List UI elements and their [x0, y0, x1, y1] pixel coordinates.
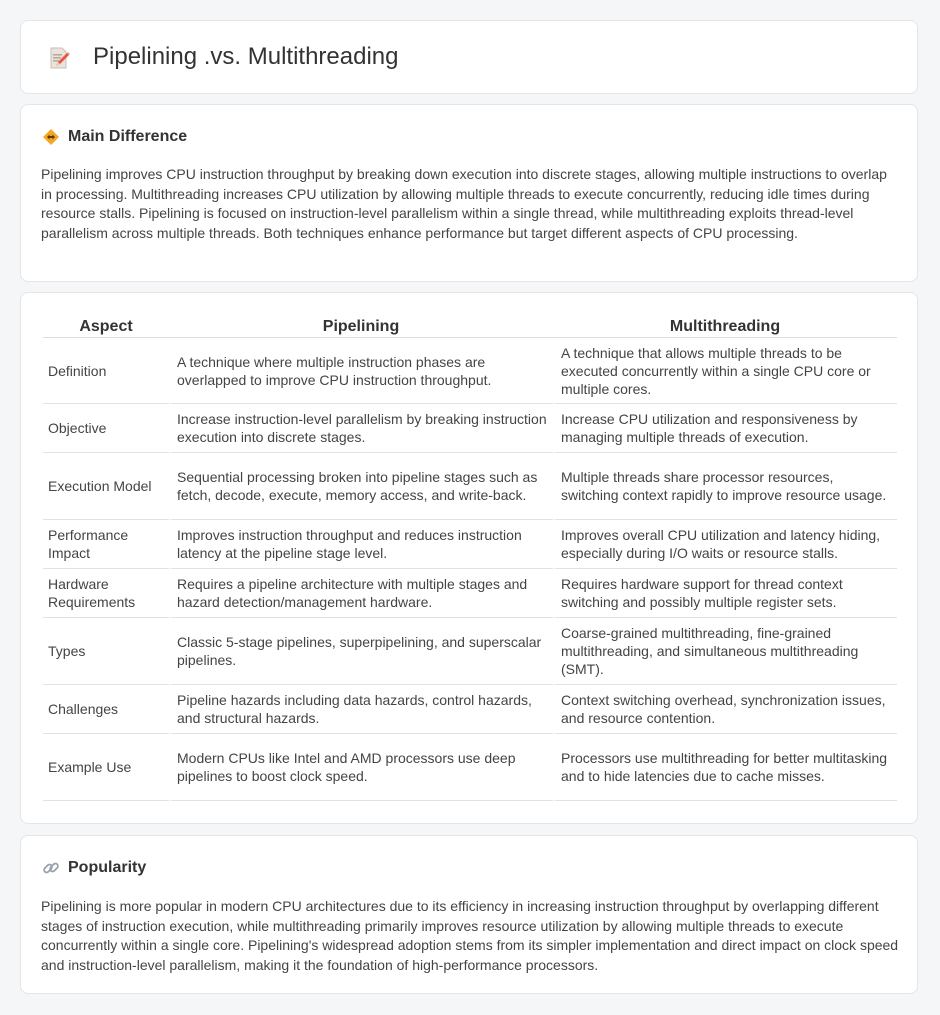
aspect-cell: Performance Impact — [43, 520, 169, 569]
comparison-section — [20, 292, 918, 824]
multithreading-cell: Processors use multithreading for better multitasking and to hide latencies due to cache misses. — [553, 734, 897, 801]
pipelining-cell: Requires a pipeline architecture with multiple stages and hazard detection/management hardware. — [169, 569, 553, 618]
multithreading-cell: Improves overall CPU utilization and latency hiding, especially during I/O waits or resource stalls. — [553, 520, 897, 569]
multithreading-cell: A technique that allows multiple threads to be executed concurrently within a single CPU core or multiple cores. — [553, 338, 897, 404]
popularity-text: Pipelining is more popular in modern CPU architectures due to its efficiency in increasing instruction throughput by overlapping different stages of instruction execution, while multithreading primarily improves resource utilization by allowing multiple threads to execute concurrently within a single core. Pipelining's widespread adoption stems from its simpler implementation and direct impact on clock speed and instruction-level parallelism, making it the foundation of high-performance processors. — [41, 898, 899, 973]
pipelining-cell: Pipeline hazards including data hazards, control hazards, and structural hazards. — [169, 685, 553, 734]
multithreading-cell: Context switching overhead, synchronization issues, and resource contention. — [553, 685, 897, 734]
aspect-cell: Objective — [43, 404, 169, 453]
diamond-arrows-icon — [42, 128, 60, 146]
section-title: Main Difference — [68, 128, 188, 145]
pipelining-cell: Modern CPUs like Intel and AMD processors use deep pipelines to boost clock speed. — [169, 734, 553, 801]
aspect-cell: Example Use — [43, 734, 169, 801]
section-header — [42, 127, 187, 147]
table-row — [43, 685, 897, 734]
table-row — [43, 569, 897, 618]
multithreading-cell: Multiple threads share processor resources, switching context rapidly to improve resource usage. — [553, 453, 897, 520]
aspect-cell: Hardware Requirements — [43, 569, 169, 618]
multithreading-cell: Increase CPU utilization and responsiveness by managing multiple threads of execution. — [553, 404, 897, 453]
aspect-cell: Execution Model — [43, 453, 169, 520]
table-header-row — [43, 315, 897, 338]
document-pencil-icon — [47, 46, 71, 70]
pipelining-cell: Sequential processing broken into pipeline stages such as fetch, decode, execute, memory access, and write-back. — [169, 453, 553, 520]
header-pipelining: Pipelining — [169, 315, 553, 338]
page-title: Pipelining .vs. Multithreading — [93, 43, 399, 70]
aspect-cell: Challenges — [43, 685, 169, 734]
main-difference-section — [20, 104, 918, 282]
table-row — [43, 734, 897, 801]
table-row — [43, 520, 897, 569]
comparison-table — [43, 315, 897, 801]
popularity-section — [20, 835, 918, 994]
multithreading-cell: Coarse-grained multithreading, fine-grained multithreading, and simultaneous multithreading (SMT). — [553, 618, 897, 685]
header-aspect: Aspect — [43, 315, 169, 338]
section-title: Popularity — [68, 859, 147, 876]
pipelining-cell: Classic 5-stage pipelines, superpipelining, and superscalar pipelines. — [169, 618, 553, 685]
main-difference-text: Pipelining improves CPU instruction throughput by breaking down execution into discrete stages, allowing multiple instructions to overlap in processing. Multithreading increases CPU utilization by allowing multiple threads to execute concurrently, reducing idle times during resource stalls. Pipelining is focused on instruction-level parallelism within a single thread, while multithreading exploits thread-level parallelism across multiple threads. Both techniques enhance performance but target different aspects of CPU processing. — [41, 166, 887, 241]
table-row — [43, 453, 897, 520]
pipelining-cell: Increase instruction-level parallelism by breaking instruction execution into discrete stages. — [169, 404, 553, 453]
table-row — [43, 618, 897, 685]
multithreading-cell: Requires hardware support for thread context switching and possibly multiple register sets. — [553, 569, 897, 618]
table-row — [43, 338, 897, 404]
section-header — [42, 858, 146, 878]
aspect-cell: Definition — [43, 338, 169, 404]
pipelining-cell: A technique where multiple instruction phases are overlapped to improve CPU instruction throughput. — [169, 338, 553, 404]
title-card — [20, 20, 918, 94]
header-multithreading: Multithreading — [553, 315, 897, 338]
aspect-cell: Types — [43, 618, 169, 685]
pipelining-cell: Improves instruction throughput and reduces instruction latency at the pipeline stage level. — [169, 520, 553, 569]
link-icon — [42, 859, 60, 877]
table-row — [43, 404, 897, 453]
